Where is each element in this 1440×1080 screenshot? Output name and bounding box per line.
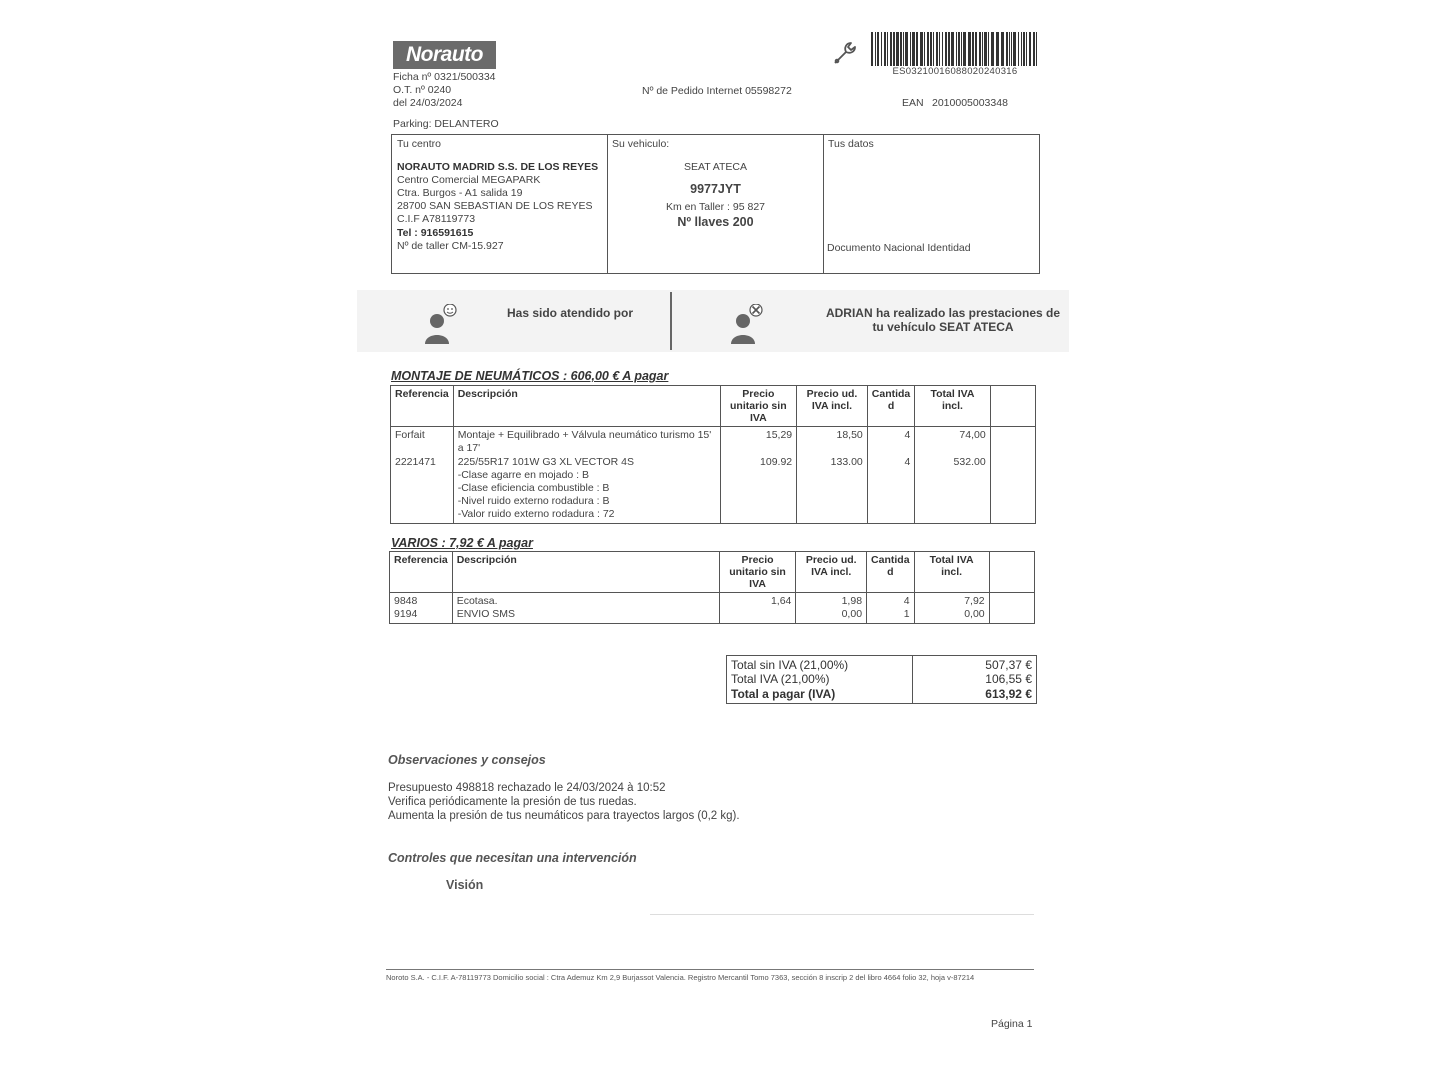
montaje-qty: [867, 427, 915, 524]
barcode-bar: [939, 32, 940, 66]
mechanic-message-line1: ADRIAN ha realizado las prestaciones de: [825, 306, 1061, 320]
vehicle-model: SEAT ATECA: [683, 161, 748, 173]
col-precio-iva: Precio ud. IVA incl.: [797, 386, 868, 427]
barcode-bar: [930, 32, 932, 66]
col-precio-iva: Precio ud. IVA incl.: [796, 552, 867, 593]
varios-total: [914, 593, 989, 624]
table-cell: ENVIO SMS: [456, 608, 516, 620]
col-empty: [990, 386, 1035, 427]
col-descripcion: Descripción: [453, 386, 720, 427]
barcode-bar: [961, 32, 962, 66]
table-cell: 18,50: [836, 429, 863, 441]
table-cell: 1,64: [770, 595, 792, 607]
table-cell: 9848: [394, 595, 418, 607]
table-cell: 4: [903, 595, 910, 607]
barcode-bar: [1023, 32, 1025, 66]
table-cell: 0,00: [841, 608, 863, 620]
observaciones-text: [388, 781, 740, 823]
montaje-empty: [990, 427, 1035, 524]
varios-qty: [867, 593, 915, 624]
barcode-bar: [927, 32, 929, 66]
observaciones-title: Observaciones y consejos: [388, 753, 546, 767]
barcode-bar: [1013, 32, 1016, 66]
barcode-bar: [968, 32, 971, 66]
table-cell: 133.00: [830, 456, 863, 468]
col-total: Total IVA incl.: [914, 552, 989, 593]
centro-cif: C.I.F A78119773: [397, 213, 476, 225]
col-precio-unitario: Precio unitario sin IVA: [719, 552, 796, 593]
centro-taller: Nº de taller CM-15.927: [397, 240, 504, 252]
montaje-pu: [720, 427, 797, 524]
vehiculo-title: Su vehiculo:: [612, 138, 670, 150]
centro-tel: Tel : 916591615: [397, 227, 474, 239]
band-divider: [670, 292, 672, 350]
barcode-bar: [1006, 32, 1008, 66]
montaje-descs: [453, 427, 720, 524]
barcode-bar: [963, 32, 966, 66]
barcode-bar: [881, 32, 882, 66]
centro-line3: 28700 SAN SEBASTIAN DE LOS REYES: [397, 200, 593, 212]
barcode-bar: [903, 32, 904, 66]
order-date: del 24/03/2024: [393, 97, 463, 109]
barcode-bar: [972, 32, 974, 66]
varios-pu: [719, 593, 796, 624]
montaje-table: [390, 385, 1036, 524]
barcode-bar: [875, 32, 876, 66]
barcode-bar: [1021, 32, 1022, 66]
col-referencia: Referencia: [390, 552, 453, 593]
observacion-line1: Presupuesto 498818 rechazado le 24/03/2024 à 10:52: [388, 782, 666, 794]
ean-value: 2010005003348: [932, 97, 1008, 109]
table-cell: 4: [904, 429, 911, 441]
table-cell: -Valor ruido externo rodadura : 72: [457, 508, 615, 520]
parking-info: Parking: DELANTERO: [393, 118, 499, 130]
varios-section-title: VARIOS : 7,92 € A pagar: [391, 536, 533, 550]
centro-line1: Centro Comercial MEGAPARK: [397, 174, 541, 186]
barcode-bar: [1009, 32, 1010, 66]
montaje-body-row: [391, 427, 1036, 524]
table-cell: 7,92: [964, 595, 985, 607]
centro-title: Tu centro: [397, 138, 441, 150]
attended-by-label: Has sido atendido por: [507, 306, 634, 320]
controles-title: Controles que necesitan una intervención: [388, 851, 637, 865]
barcode-bar: [948, 32, 950, 66]
varios-body-row: [390, 593, 1035, 624]
totals-box: [726, 655, 1037, 704]
attention-band: [357, 290, 1069, 352]
person-mechanic-icon: [729, 304, 763, 344]
varios-descs: [452, 593, 719, 624]
barcode-bar: [900, 32, 902, 66]
barcode-bar: [951, 32, 954, 66]
mechanic-message: [783, 306, 1103, 334]
barcode-bar: [996, 32, 999, 66]
faded-divider: [650, 914, 1034, 915]
table-cell: 225/55R17 101W G3 XL VECTOR 4S: [457, 456, 634, 468]
col-cantidad: Cantida d: [867, 552, 915, 593]
table-cell: 9194: [394, 608, 418, 620]
total-iva-value: 106,55 €: [985, 672, 1032, 686]
totals-divider: [912, 656, 913, 703]
total-iva-label: Total IVA (21,00%): [731, 672, 830, 686]
datos-box: [824, 135, 1039, 273]
barcode-bar: [988, 32, 989, 66]
varios-pu-iva: [796, 593, 867, 624]
dni-label: Documento Nacional Identidad: [827, 242, 971, 254]
table-cell: 4: [904, 456, 911, 468]
table-cell: 532.00: [953, 456, 986, 468]
montaje-refs: [391, 427, 454, 524]
barcode-bar: [884, 32, 886, 66]
vehicle-km: Km en Taller : 95 827: [665, 201, 766, 213]
barcode-bar: [945, 32, 947, 66]
total-pagar-value: 613,92 €: [985, 687, 1032, 701]
mechanic-message-line2: tu vehículo SEAT ATECA: [872, 320, 1014, 334]
barcode-bar: [984, 32, 987, 66]
varios-refs: [390, 593, 453, 624]
observacion-line3: Aumenta la presión de tus neumáticos para trayectos largos (0,2 kg).: [388, 810, 740, 822]
barcode-bar: [1001, 32, 1004, 66]
barcode-bar: [871, 32, 873, 66]
barcode-bar: [982, 32, 983, 66]
barcode-image: [871, 32, 1039, 66]
barcode-bar: [924, 32, 925, 66]
col-referencia: Referencia: [391, 386, 454, 427]
barcode-bar: [877, 32, 879, 66]
vehicle-plate: 9977JYT: [690, 182, 741, 196]
wrench-icon: [831, 39, 859, 67]
table-cell: 1: [903, 608, 910, 620]
table-cell: 109.92: [760, 456, 793, 468]
barcode-bar: [979, 32, 981, 66]
table-cell: -Nivel ruido externo rodadura : B: [457, 495, 610, 507]
col-empty: [989, 552, 1034, 593]
footer-divider: [386, 969, 1034, 970]
col-cantidad: Cantida d: [867, 386, 915, 427]
montaje-total: [915, 427, 990, 524]
page-number: Página 1: [991, 1018, 1033, 1030]
table-cell: -Clase agarre en mojado : B: [457, 469, 590, 481]
table-cell: Montaje + Equilibrado + Válvula neumático turismo 15' a 17': [457, 429, 712, 454]
centro-box: [392, 135, 608, 273]
montaje-header-row: [391, 386, 1036, 427]
col-descripcion: Descripción: [452, 552, 719, 593]
barcode-bar: [936, 32, 938, 66]
datos-title: Tus datos: [828, 138, 874, 150]
barcode-bar: [896, 32, 899, 66]
observacion-line2: Verifica periódicamente la presión de tus ruedas.: [388, 796, 637, 808]
table-cell: -Clase eficiencia combustible : B: [457, 482, 610, 494]
centro-name: NORAUTO MADRID S.S. DE LOS REYES: [397, 161, 599, 173]
internet-order-number: Nº de Pedido Internet 05598272: [642, 85, 792, 97]
varios-empty: [989, 593, 1034, 624]
table-cell: Forfait: [395, 429, 425, 441]
table-cell: 2221471: [395, 456, 436, 468]
barcode-bar: [1011, 32, 1012, 66]
vehicle-keys: Nº llaves 200: [677, 215, 754, 229]
ean-label: EAN: [902, 97, 924, 109]
barcode-bar: [975, 32, 977, 66]
barcode-bar: [890, 32, 892, 66]
ot-number: O.T. nº 0240: [393, 84, 452, 96]
barcode-bar: [991, 32, 994, 66]
vehiculo-box: [608, 135, 824, 273]
ficha-number: Ficha nº 0321/500334: [393, 71, 496, 83]
info-boxes: [391, 134, 1040, 274]
norauto-logo: Norauto: [393, 41, 496, 69]
col-total: Total IVA incl.: [915, 386, 990, 427]
barcode-bar: [942, 32, 943, 66]
table-cell: 74,00: [959, 429, 986, 441]
barcode-bar: [920, 32, 923, 66]
table-cell: 15,29: [765, 429, 793, 441]
footer-legal-text: Noroto S.A. - C.I.F. A-78119773 Domicilio social : Ctra Ademuz Km 2,9 Burjassot Valencia. Registro Mercantil Tomo 7363, sección 8 inscrip 2 del libro 4664 folio 32, hoja v-87214: [386, 973, 975, 982]
barcode-bar: [912, 32, 915, 66]
montaje-pu-iva: [797, 427, 868, 524]
total-pagar-label: Total a pagar (IVA): [731, 687, 836, 701]
barcode-bar: [933, 32, 934, 66]
table-cell: 0,00: [964, 608, 985, 620]
barcode-text: ES03210016088020240316: [892, 66, 1018, 77]
barcode-bar: [958, 32, 960, 66]
barcode-bar: [910, 32, 911, 66]
barcode-bar: [1026, 32, 1027, 66]
barcode-bar: [1018, 32, 1019, 66]
barcode-bar: [887, 32, 888, 66]
barcode-bar: [1036, 32, 1037, 66]
col-precio-unitario: Precio unitario sin IVA: [720, 386, 797, 427]
varios-header-row: [390, 552, 1035, 593]
barcode-bar: [956, 32, 957, 66]
table-cell: 1,98: [841, 595, 863, 607]
centro-line2: Ctra. Burgos - A1 salida 19: [397, 187, 523, 199]
control-item-vision: Visión: [446, 878, 484, 892]
total-sin-iva-value: 507,37 €: [985, 658, 1032, 672]
table-cell: [724, 608, 792, 621]
montaje-section-title: MONTAJE DE NEUMÁTICOS : 606,00 € A pagar: [391, 369, 669, 383]
varios-table: [389, 551, 1035, 624]
person-smile-icon: [423, 304, 457, 344]
table-cell: Ecotasa.: [456, 595, 498, 607]
barcode-bar: [916, 32, 918, 66]
barcode-bar: [893, 32, 895, 66]
barcode-bar: [905, 32, 908, 66]
barcode-bar: [1033, 32, 1035, 66]
barcode-bar: [1029, 32, 1031, 66]
total-sin-iva-label: Total sin IVA (21,00%): [731, 658, 849, 672]
